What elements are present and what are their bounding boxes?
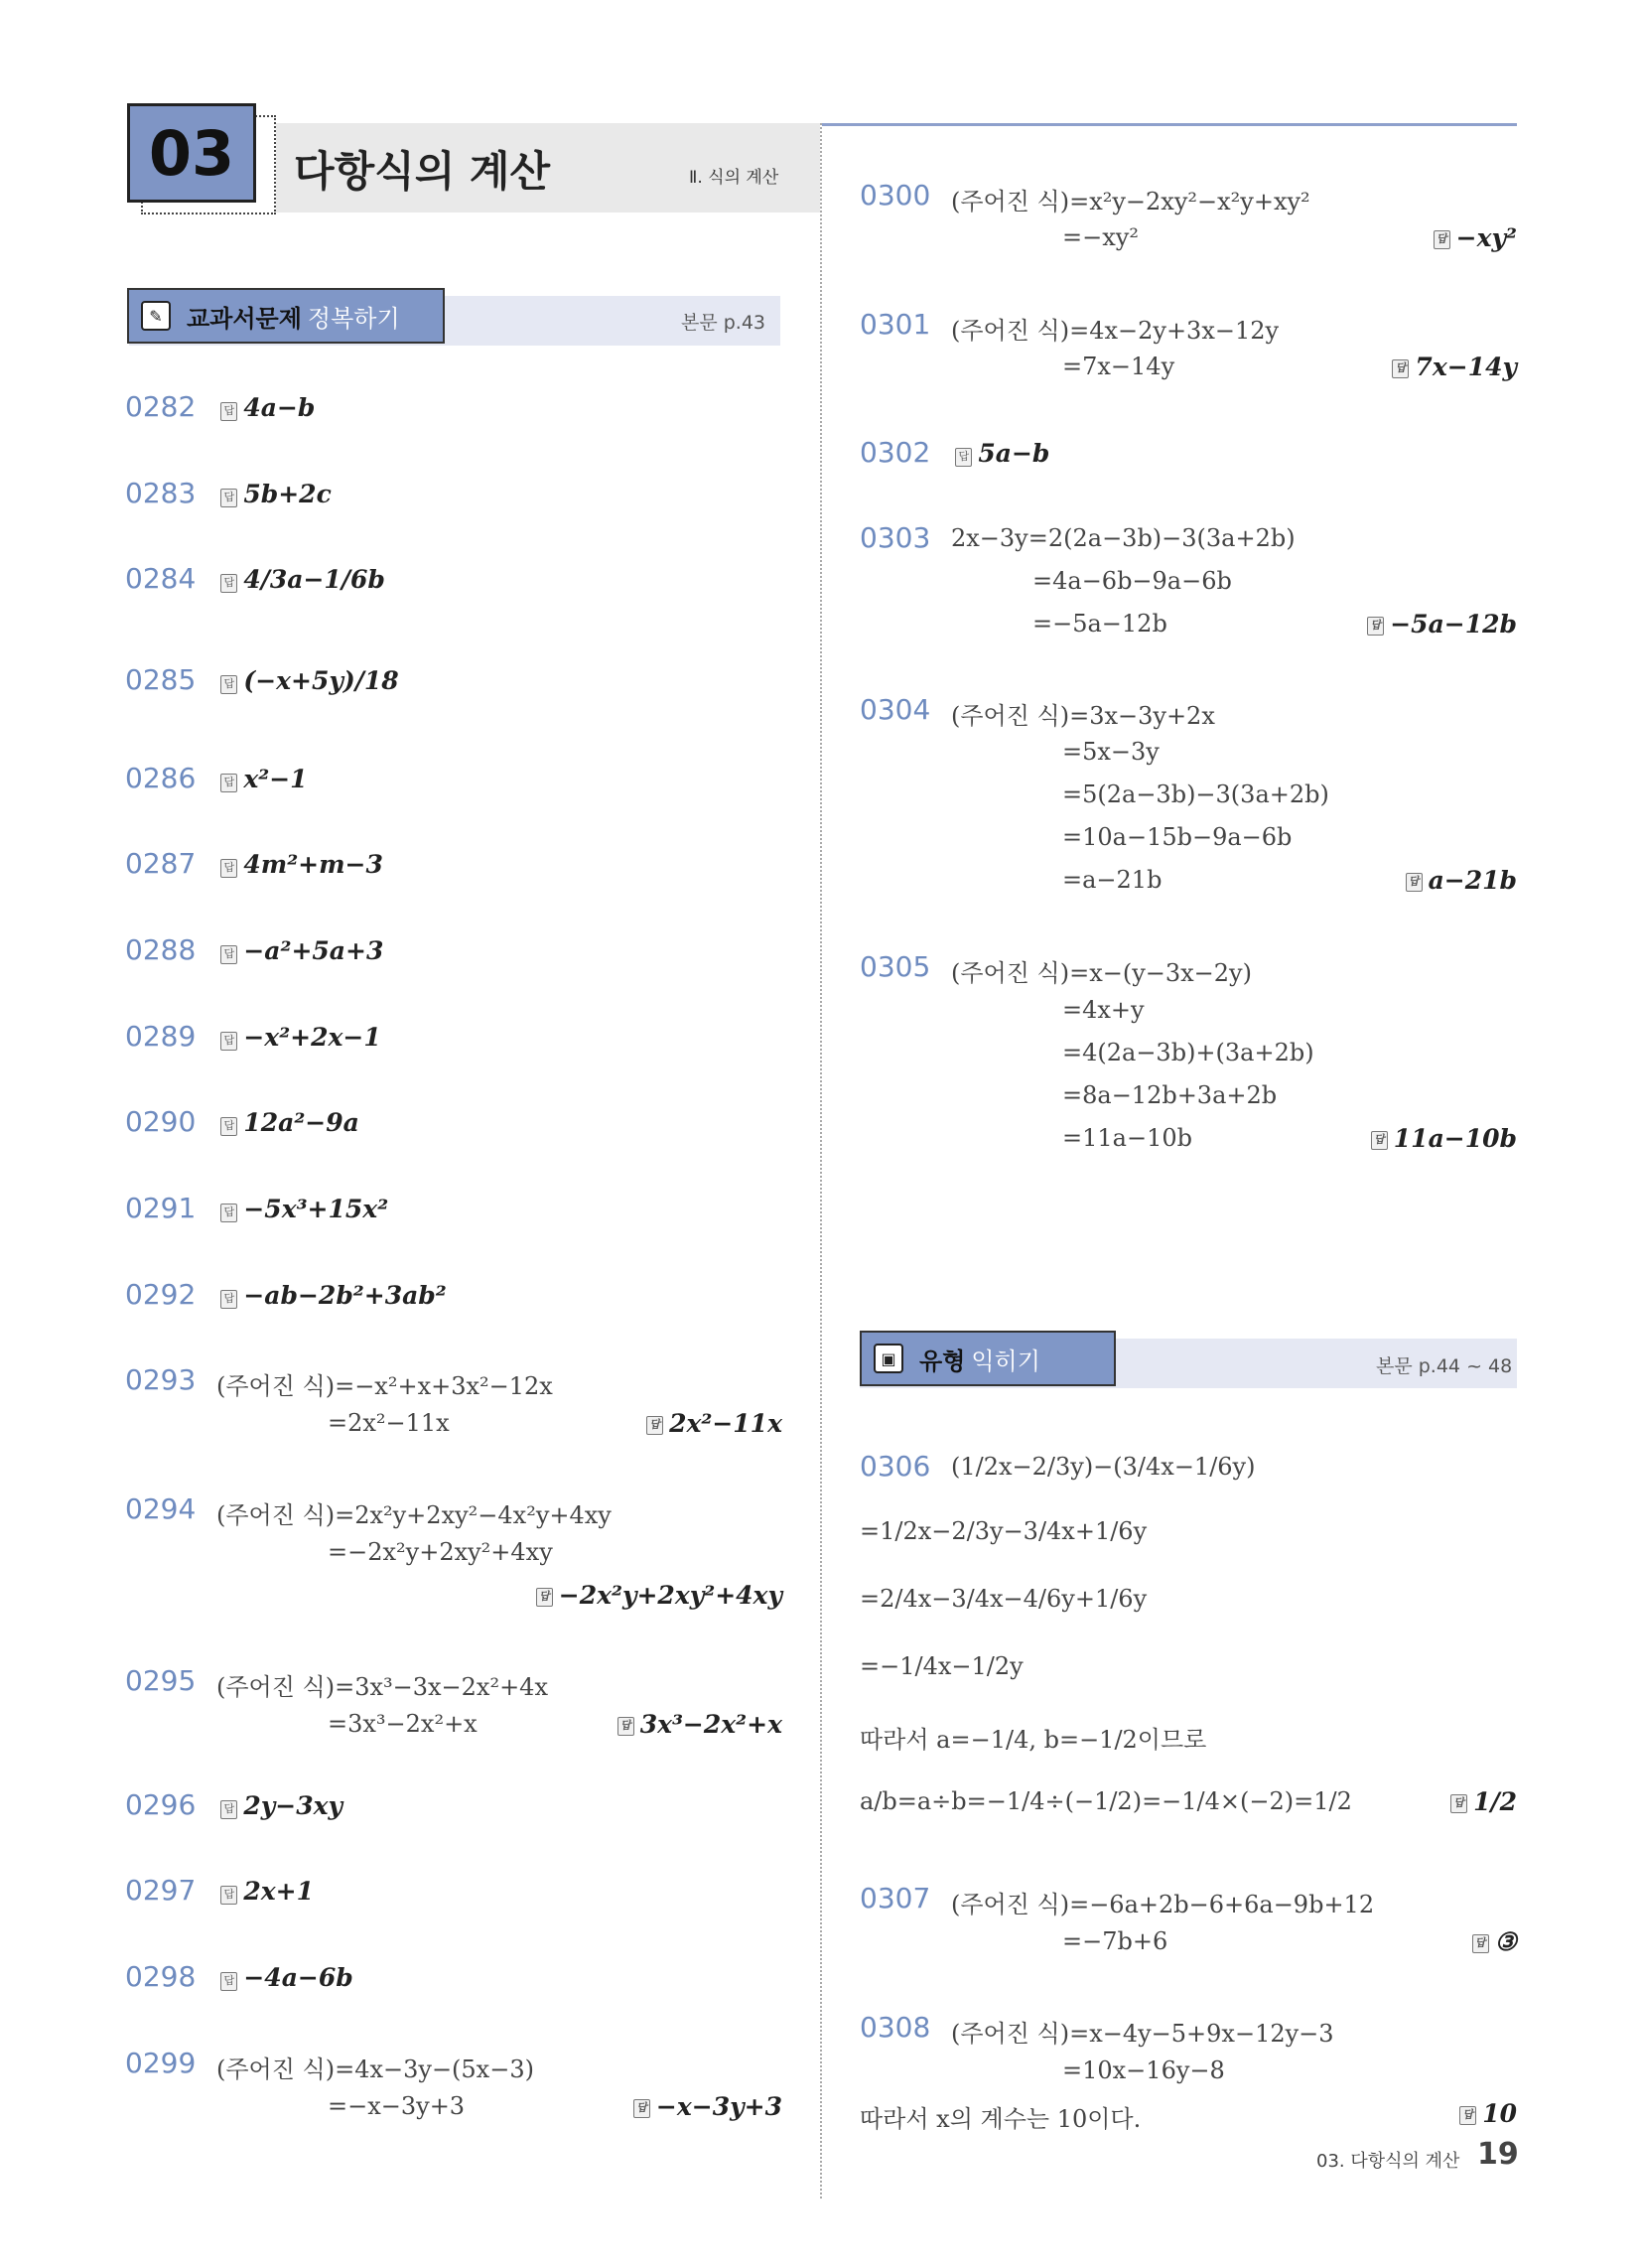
answer: −a²+5a+3 <box>243 936 384 965</box>
answer-icon: 답 <box>220 774 237 792</box>
answer: (−x+5y)/18 <box>243 666 399 695</box>
problem-number: 0303 <box>860 521 931 554</box>
solution-line: (주어진 식)=x−(y−3x−2y) <box>951 959 1252 987</box>
answer-icon: 답 <box>220 945 237 964</box>
answer-icon: 답 <box>1434 230 1450 249</box>
answer: 2y−3xy <box>243 1791 343 1820</box>
answer-icon: 답 <box>1472 1934 1489 1953</box>
solution-line: =3x³−2x²+x <box>328 1710 478 1738</box>
problem-number: 0298 <box>125 1960 197 1993</box>
problem-number: 0295 <box>125 1664 197 1697</box>
solution-line: (주어진 식)=x−4y−5+9x−12y−3 <box>951 2020 1334 2048</box>
problem-item <box>125 1192 388 1224</box>
footer-chapter: 03. 다항식의 계산 <box>1316 2151 1460 2172</box>
solution-line: 따라서 x의 계수는 10이다. <box>860 2105 1142 2133</box>
problem-number: 0296 <box>125 1788 197 1821</box>
answer-icon: 답 <box>617 1717 634 1736</box>
problem-number: 0304 <box>860 693 931 726</box>
solution-line: =−xy² <box>1062 223 1139 251</box>
answer-icon: 답 <box>220 1290 237 1309</box>
problem-number: 0302 <box>860 436 931 469</box>
answer-icon: 답 <box>1406 873 1423 892</box>
problem-item <box>860 1882 930 1914</box>
answer: 4a−b <box>243 393 316 422</box>
problem-item <box>860 1450 930 1483</box>
chapter-number: 03 <box>127 103 256 203</box>
problem-number: 0289 <box>125 1020 197 1053</box>
problem-number: 0308 <box>860 2011 931 2044</box>
answer: −5x³+15x² <box>243 1195 389 1223</box>
solution-line: (주어진 식)=3x³−3x−2x²+4x <box>216 1673 548 1701</box>
answer-icon: 답 <box>1371 1131 1388 1150</box>
problem-item <box>125 1492 196 1525</box>
answer: 답 11a−10b <box>1371 1124 1517 1153</box>
section-tab-types <box>860 1331 1116 1386</box>
problem-number: 0291 <box>125 1192 197 1224</box>
problem-item <box>125 2047 196 2079</box>
problem-item <box>125 1788 342 1821</box>
problem-item <box>125 1664 196 1697</box>
solution-line: =5x−3y <box>1062 738 1160 766</box>
solution-line: a/b=a÷b=−1/4÷(−1/2)=−1/4×(−2)=1/2 <box>860 1787 1352 1815</box>
solution-line: =4a−6b−9a−6b <box>1032 567 1232 595</box>
problem-item <box>125 663 399 696</box>
solution-line: =2x²−11x <box>328 1409 450 1437</box>
problem-item <box>125 1278 447 1311</box>
answer-icon: 답 <box>220 1204 237 1222</box>
solution-line: =a−21b <box>1062 866 1163 894</box>
problem-item <box>125 1105 359 1138</box>
answer-icon: 답 <box>220 1972 237 1991</box>
solution-line: =10a−15b−9a−6b <box>1062 823 1293 851</box>
problem-number: 0305 <box>860 950 931 983</box>
answer: 5a−b <box>978 439 1050 468</box>
answer: 12a²−9a <box>243 1108 359 1137</box>
answer-icon: 답 <box>1450 1794 1467 1813</box>
solution-line: =−1/4x−1/2y <box>860 1652 1024 1680</box>
problem-item <box>125 1960 353 1993</box>
answer-icon: 답 <box>220 675 237 694</box>
solution-line: (주어진 식)=x²y−2xy²−x²y+xy² <box>951 188 1310 215</box>
answer: −4a−6b <box>243 1963 353 1992</box>
problem-number: 0299 <box>125 2047 197 2079</box>
solution-line: (주어진 식)=2x²y+2xy²−4x²y+4xy <box>216 1501 612 1529</box>
problem-number: 0292 <box>125 1278 197 1311</box>
answer-icon: 답 <box>536 1588 553 1607</box>
unit-subtitle: Ⅱ. 식의 계산 <box>689 168 779 188</box>
answer-icon: 답 <box>220 489 237 507</box>
section-label-bold: 유형 <box>919 1347 966 1375</box>
answer-icon: 답 <box>220 1800 237 1819</box>
top-rule <box>822 123 1517 126</box>
answer-icon: 답 <box>646 1416 663 1435</box>
answer: 답 1/2 <box>1450 1787 1517 1816</box>
solution-line: =8a−12b+3a+2b <box>1062 1081 1278 1109</box>
problem-number: 0285 <box>125 663 197 696</box>
pencil-icon: ✎ <box>141 301 171 331</box>
page-number: 19 <box>1477 2137 1519 2172</box>
answer: 2x+1 <box>243 1877 315 1906</box>
solution-line: =10x−16y−8 <box>1062 2056 1225 2084</box>
problem-item <box>125 847 383 880</box>
problem-number: 0301 <box>860 308 931 341</box>
solution-line: (주어진 식)=4x−2y+3x−12y <box>951 317 1280 345</box>
solution-line: (주어진 식)=−6a+2b−6+6a−9b+12 <box>951 1891 1375 1918</box>
problem-number: 0300 <box>860 179 931 212</box>
problem-number: 0284 <box>125 562 197 595</box>
answer-icon: 답 <box>220 402 237 421</box>
problem-number: 0290 <box>125 1105 197 1138</box>
answer: 답 −x−3y+3 <box>633 2092 782 2121</box>
answer-icon: 답 <box>955 448 972 467</box>
problem-number: 0307 <box>860 1882 931 1914</box>
answer-icon: 답 <box>220 859 237 878</box>
problem-item <box>125 1363 196 1396</box>
problem-number: 0294 <box>125 1492 197 1525</box>
answer: 답 10 <box>1459 2099 1517 2128</box>
problem-number: 0306 <box>860 1450 931 1483</box>
problem-item <box>860 521 930 554</box>
problem-number: 0287 <box>125 847 197 880</box>
answer-icon: 답 <box>1367 617 1384 636</box>
answer: 답 a−21b <box>1406 866 1517 895</box>
problem-item <box>860 308 930 341</box>
problem-item <box>860 179 930 212</box>
answer: −x²+2x−1 <box>243 1023 381 1052</box>
answer: 답 −5a−12b <box>1367 610 1517 638</box>
section-label-bold: 교과서문제 <box>187 304 302 333</box>
problem-number: 0282 <box>125 390 197 423</box>
solution-line: =5(2a−3b)−3(3a+2b) <box>1062 780 1329 808</box>
answer: x²−1 <box>243 765 308 793</box>
answer: 답 −2x²y+2xy²+4xy <box>536 1581 782 1610</box>
problem-item <box>860 693 930 726</box>
answer-icon: 답 <box>220 1117 237 1136</box>
solution-line: =11a−10b <box>1062 1124 1192 1152</box>
section-label-light: 정복하기 <box>307 304 400 333</box>
answer: 답 3x³−2x²+x <box>617 1710 782 1739</box>
problem-item <box>860 436 1049 469</box>
answer-icon: 답 <box>1392 359 1409 378</box>
section-label-light: 익히기 <box>971 1347 1040 1375</box>
problem-number: 0297 <box>125 1874 197 1907</box>
column-divider <box>820 123 822 2198</box>
section-tab-textbook <box>127 288 445 344</box>
problem-number: 0288 <box>125 933 197 966</box>
problem-item <box>860 2011 930 2044</box>
answer: 4/3a−1/6b <box>243 565 385 594</box>
answer-icon: 답 <box>220 1032 237 1051</box>
answer-icon: 답 <box>220 574 237 593</box>
solution-line: (주어진 식)=4x−3y−(5x−3) <box>216 2055 534 2083</box>
solution-line: =1/2x−2/3y−3/4x+1/6y <box>860 1517 1148 1545</box>
problem-item <box>125 762 308 794</box>
problem-item <box>125 390 315 423</box>
problem-item <box>125 562 385 595</box>
answer: 답 7x−14y <box>1392 353 1517 381</box>
solution-line: 2x−3y=2(2a−3b)−3(3a+2b) <box>951 524 1296 552</box>
problem-number: 0283 <box>125 477 197 509</box>
problem-number: 0293 <box>125 1363 197 1396</box>
solution-line: (1/2x−2/3y)−(3/4x−1/6y) <box>951 1453 1256 1481</box>
problem-number: 0286 <box>125 762 197 794</box>
page-title: 다항식의 계산 <box>294 147 551 196</box>
solution-line: (주어진 식)=3x−3y+2x <box>951 702 1215 730</box>
solution-line: 따라서 a=−1/4, b=−1/2이므로 <box>860 1726 1207 1754</box>
solution-line: (주어진 식)=−x²+x+3x²−12x <box>216 1372 553 1400</box>
answer: 4m²+m−3 <box>243 850 383 879</box>
answer: 5b+2c <box>243 480 332 508</box>
solution-line: =4x+y <box>1062 996 1145 1024</box>
problem-item <box>860 950 930 983</box>
solution-line: =−x−3y+3 <box>328 2092 466 2120</box>
section-ref: 본문 p.43 <box>681 312 766 334</box>
solution-line: =7x−14y <box>1062 353 1175 380</box>
problem-item <box>125 477 332 509</box>
solution-line: =−5a−12b <box>1032 610 1167 638</box>
answer: −ab−2b²+3ab² <box>243 1281 447 1310</box>
solution-line: =−2x²y+2xy²+4xy <box>328 1538 553 1566</box>
answer: 답 −xy² <box>1434 223 1517 252</box>
section-ref: 본문 p.44 ~ 48 <box>1376 1355 1513 1377</box>
problem-item <box>125 1874 314 1907</box>
problem-item <box>125 1020 381 1053</box>
solution-line: =2/4x−3/4x−4/6y+1/6y <box>860 1585 1148 1613</box>
book-icon: ▣ <box>874 1344 903 1373</box>
answer: 답 ③ <box>1472 1927 1517 1956</box>
problem-item <box>125 933 383 966</box>
answer-icon: 답 <box>1459 2106 1476 2125</box>
answer: 답 2x²−11x <box>646 1409 782 1438</box>
answer-icon: 답 <box>633 2099 650 2118</box>
answer-icon: 답 <box>220 1886 237 1905</box>
solution-line: =4(2a−3b)+(3a+2b) <box>1062 1039 1314 1066</box>
solution-line: =−7b+6 <box>1062 1927 1168 1955</box>
